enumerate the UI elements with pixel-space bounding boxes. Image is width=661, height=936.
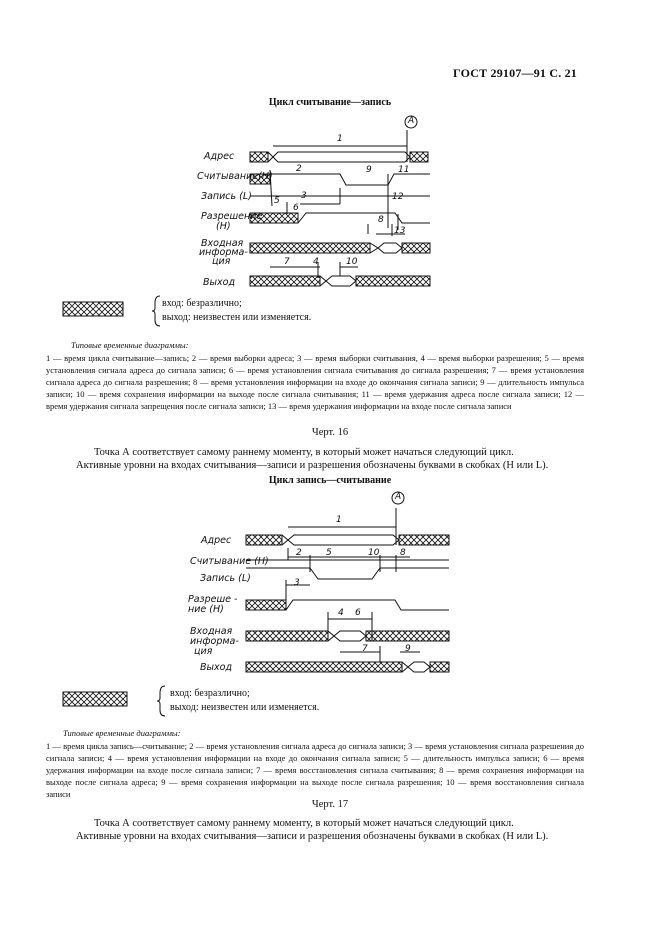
signal-write: Запись (L) [201,191,252,202]
t16-3: 3 [301,191,307,201]
caption17-title: Типовые временные диаграммы: [63,728,181,738]
t16-13: 13 [394,226,406,236]
legend-hatch-17 [63,692,127,706]
t16-9: 9 [366,165,372,175]
caption16-title: Типовые временные диаграммы: [71,340,189,350]
signal17-address: Адрес [201,535,232,546]
legend16-out: выход: неизвестен или изменяется. [162,312,312,323]
legend17-out: выход: неизвестен или изменяется. [170,702,320,713]
legend-hatch-16 [63,302,123,316]
note16-2: Активные уровни на входах считывания—записи и разрешения обозначены буквами в скобках (Н или L). [76,460,549,471]
signal17-input-1: Входная [190,626,233,637]
figure17-point-a: А [395,492,402,502]
t17-3: 3 [294,578,300,588]
signal17-input-2: информа- [190,636,239,647]
signal-address: Адрес [204,151,235,162]
caption16: 1 — время цикла считывание—запись; 2 — время выборки адреса; 3 — время выборки считывания, 4 — время выборки разрешения; 5 — время установления сигнала адреса до сигнала записи; 6 — время установления сигнала считывания до сигнала разрешения; 7 — время установления сигнала адреса до сигнала разрешения; 8 — время установления информации на входе до окончания сигнала записи; 9 — длительность импульса записи; 10 — время сохранения информации на выходе после сигнала считывания; 11 — время удержания адреса после сигнала записи; 12 — время удержания сигнала запрещения после сигнала записи; 13 — время удержания информации на входе после сигнала записи [46,353,584,411]
t16-4: 4 [313,257,319,267]
t17-7: 7 [362,644,368,654]
note17-2: Активные уровни на входах считывания—записи и разрешения обозначены буквами в скобках (Н или L). [76,831,549,842]
signal-read: Считывание(Н) [197,171,273,182]
note16-1: Точка А соответствует самому раннему моменту, в который может начаться следующий цикл. [94,447,514,458]
t16-2: 2 [296,164,302,174]
caption17: 1 — время цикла запись—считывание; 2 — время установления сигнала адреса до сигнала записи; 3 — время установления сигнала разрешения до сигнала записи; 4 — время установления информации на входе до окончания сигнала записи; 5 — длительность импульса записи; 6 — время удержания информации на входе после сигнала записи; 7 — время восстановления сигнала считывания; 8 — время сохранения информации на выходе после сигнала адреса; 9 — время сохранения информации на выходе после сигнала разрешения; 10 — время восстановления сигнала записи [46,741,584,799]
figure17-diagram [246,492,449,672]
signal17-input-3: ция [194,646,213,657]
t16-1: 1 [337,134,343,144]
signal-input-1: Входная [201,238,244,249]
t16-12: 12 [392,192,404,202]
t17-9: 9 [405,644,411,654]
legend17-in: вход: безразлично; [170,688,250,699]
legend-brace-17 [157,686,165,716]
t17-10: 10 [368,548,380,558]
figure16-point-a: А [408,116,415,126]
page-header: ГОСТ 29107—91 С. 21 [453,66,577,80]
note17-1: Точка А соответствует самому раннему моменту, в который может начаться следующий цикл. [94,818,514,829]
t17-6: 6 [355,608,361,618]
legend-brace-16 [152,296,160,326]
signal-output: Выход [203,277,236,288]
t16-8: 8 [378,215,384,225]
t16-10: 10 [346,257,358,267]
t16-11: 11 [398,165,410,175]
t17-8: 8 [400,548,406,558]
chert16: Черт. 16 [311,427,349,438]
signal-input-2: информа- [199,247,248,258]
t16-5: 5 [274,196,280,206]
t16-7: 7 [284,257,290,267]
t17-4: 4 [338,608,344,618]
t17-2: 2 [296,548,302,558]
t17-5: 5 [326,548,332,558]
t17-1: 1 [336,515,342,525]
signal17-write: Запись (L) [200,573,251,584]
signal-enable: Разрешение [201,211,263,222]
chert17: Черт. 17 [311,799,349,810]
legend16-in: вход: безразлично; [162,298,242,309]
signal17-output: Выход [200,662,233,673]
t16-6: 6 [293,203,299,213]
figure16-title: Цикл считывание—запись [268,97,392,108]
signal17-read: Считывание (Н) [190,556,269,567]
figure17-title: Цикл запись—считывание [268,475,392,486]
signal-input-3: ция [212,256,231,267]
signal-enable-level: (Н) [216,221,231,232]
signal17-enable-1: Разреше - [188,594,238,605]
signal17-enable-2: ние (Н) [188,604,224,615]
